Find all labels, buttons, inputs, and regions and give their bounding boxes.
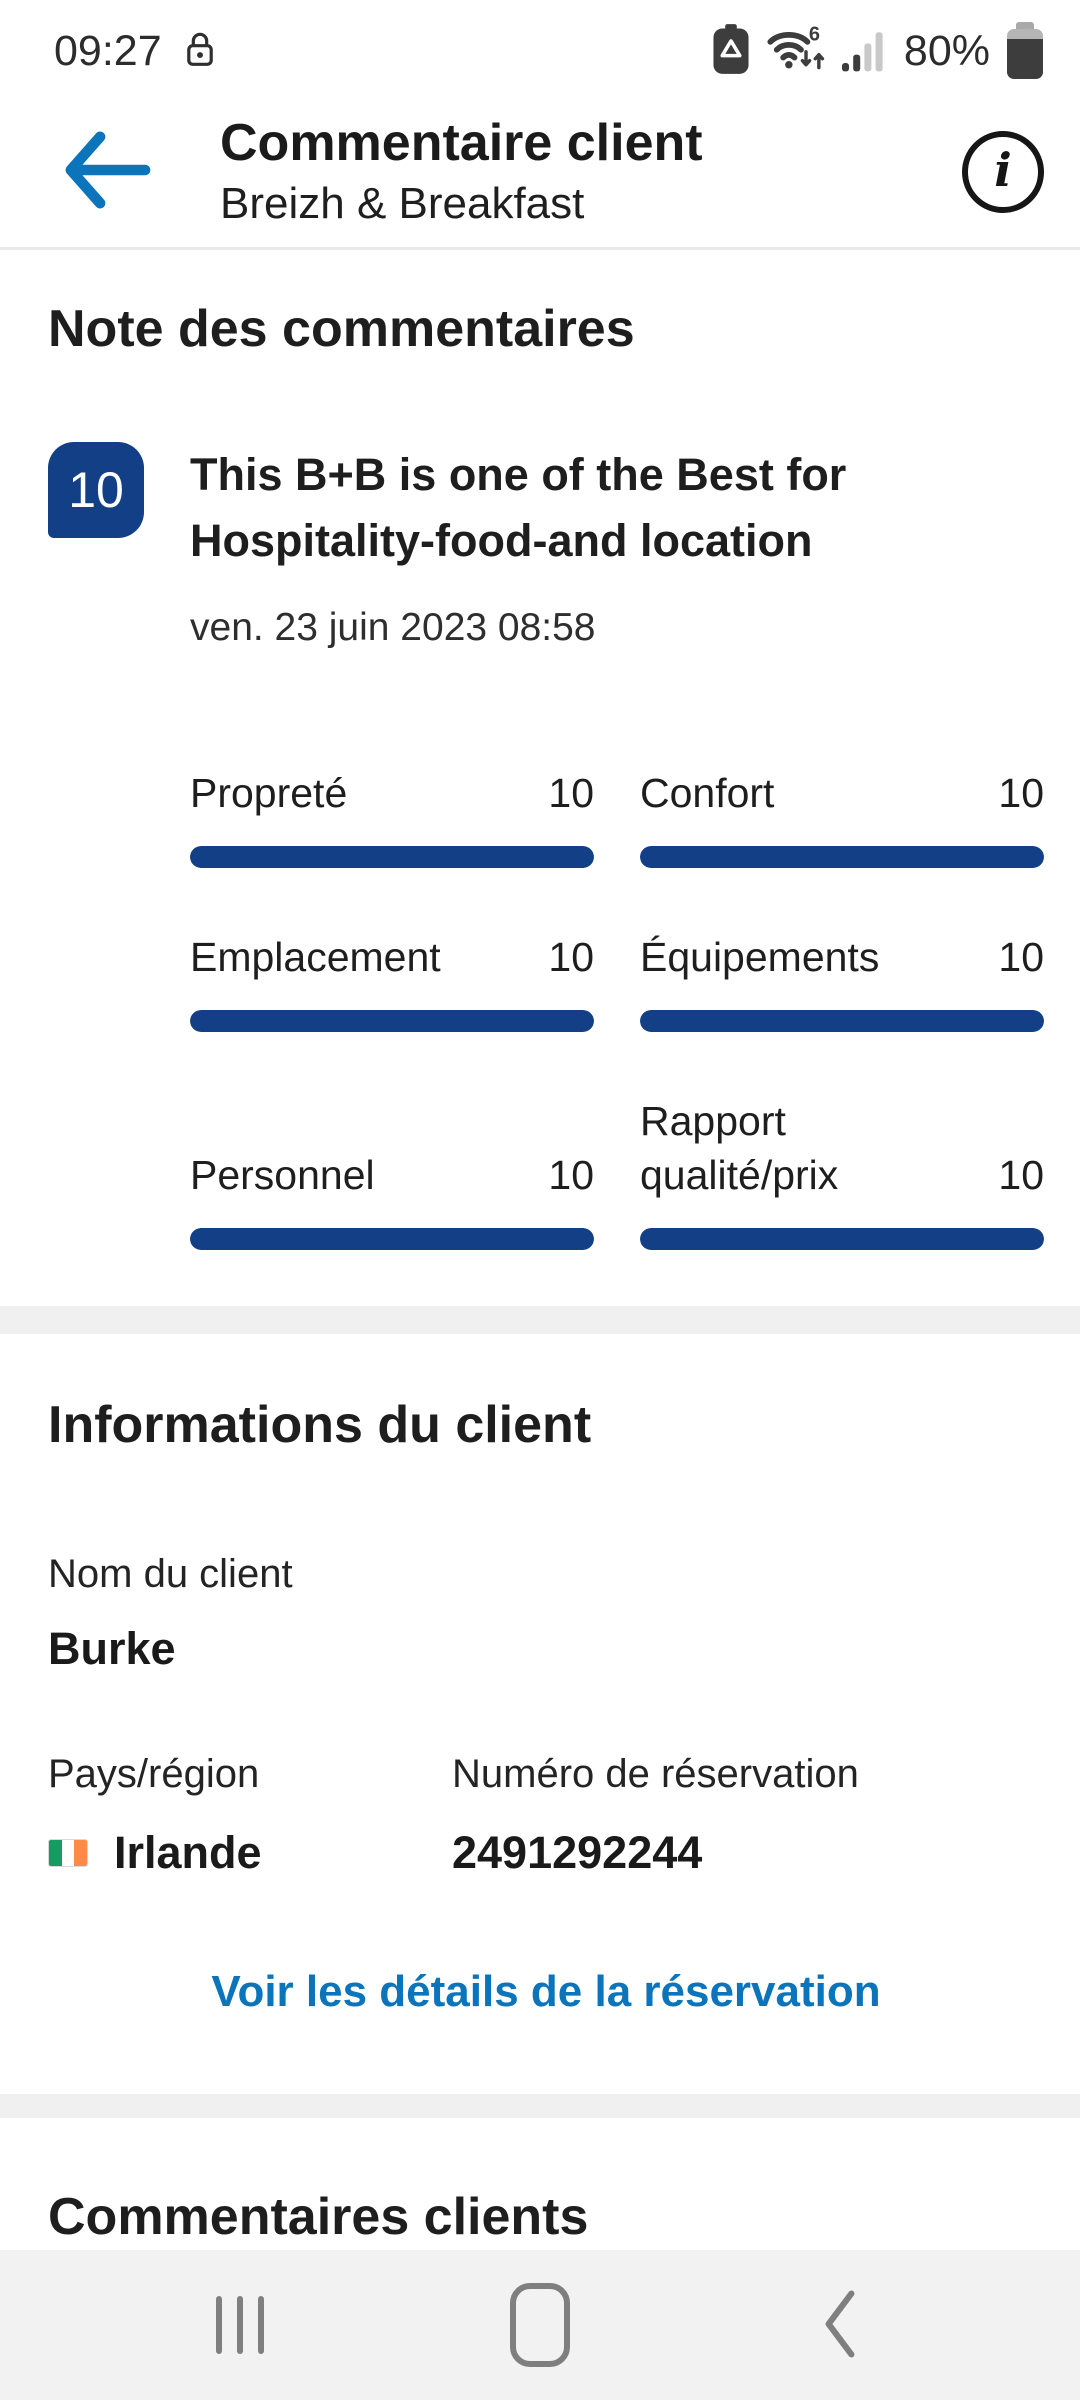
comments-section-heading: Commentaires clients — [48, 2188, 589, 2246]
app-header — [0, 96, 1080, 250]
info-button[interactable] — [962, 131, 1044, 213]
rating-bar — [190, 846, 594, 868]
home-button[interactable] — [390, 2282, 690, 2368]
score-badge: 10 — [48, 442, 144, 538]
wifi6-icon — [766, 23, 826, 80]
battery-icon — [1006, 22, 1044, 80]
rating-item-comfort — [640, 766, 1044, 868]
review-title: This B+B is one of the Best for Hospitality-food-and location — [190, 449, 847, 566]
property-name: Breizh & Breakfast — [220, 178, 585, 228]
ireland-flag-icon — [48, 1839, 88, 1867]
status-bar — [0, 0, 1080, 96]
back-button[interactable] — [0, 127, 154, 216]
score-section-heading: Note des commentaires — [48, 300, 635, 358]
page-title: Commentaire client — [220, 113, 703, 172]
rating-value: 10 — [548, 934, 594, 980]
country-value: Irlande — [114, 1827, 262, 1878]
rating-label: Personnel — [190, 1152, 375, 1198]
reservation-details-link[interactable]: Voir les détails de la réservation — [205, 1966, 886, 2018]
section-divider — [0, 1306, 1080, 1334]
rating-label: Rapport qualité/prix — [640, 1098, 839, 1198]
info-icon: i — [994, 142, 1012, 197]
rating-item-location — [190, 930, 594, 1032]
rating-label: Propreté — [190, 770, 348, 816]
guest-info-section — [0, 1334, 1080, 2094]
battery-percent-text: 80% — [903, 26, 990, 75]
lock-icon — [184, 28, 216, 75]
rating-label: Confort — [640, 770, 775, 816]
rating-value: 10 — [998, 934, 1044, 980]
signal-icon — [842, 25, 884, 78]
guest-name-label: Nom du client — [48, 1552, 293, 1596]
rating-item-value — [640, 1094, 1044, 1250]
system-navigation-bar — [0, 2250, 1080, 2400]
rating-item-facilities — [640, 930, 1044, 1032]
battery-saver-icon — [712, 24, 750, 79]
rating-label: Équipements — [640, 934, 880, 980]
rating-value: 10 — [998, 770, 1044, 816]
back-arrow-icon — [58, 127, 154, 216]
guest-name-value: Burke — [48, 1623, 176, 1674]
rating-label: Emplacement — [190, 934, 441, 980]
section-divider — [0, 2094, 1080, 2118]
clock-text: 09:27 — [54, 26, 162, 75]
country-label: Pays/région — [48, 1752, 260, 1796]
review-summary — [48, 442, 1044, 1250]
recents-icon — [216, 2296, 264, 2354]
rating-item-cleanliness — [190, 766, 594, 868]
recents-button[interactable] — [90, 2295, 390, 2355]
reservation-number-value: 2491292244 — [452, 1827, 703, 1878]
rating-value: 10 — [548, 1152, 594, 1198]
rating-bar — [640, 1010, 1044, 1032]
svg-text:6: 6 — [808, 22, 820, 45]
rating-bar — [640, 1228, 1044, 1250]
home-icon — [510, 2283, 570, 2367]
nav-back-button[interactable] — [690, 2288, 990, 2363]
rating-bar — [190, 1228, 594, 1250]
rating-item-staff — [190, 1094, 594, 1250]
review-score-section — [0, 250, 1080, 1306]
review-date: ven. 23 juin 2023 08:58 — [190, 606, 596, 649]
nav-back-icon — [821, 2289, 859, 2362]
guest-section-heading: Informations du client — [48, 1396, 592, 1454]
guest-comments-section — [0, 2118, 1080, 2246]
subscore-grid — [190, 766, 1044, 1250]
reservation-number-label: Numéro de réservation — [452, 1752, 859, 1796]
rating-bar — [190, 1010, 594, 1032]
rating-bar — [640, 846, 1044, 868]
rating-value: 10 — [998, 1152, 1044, 1198]
rating-value: 10 — [548, 770, 594, 816]
